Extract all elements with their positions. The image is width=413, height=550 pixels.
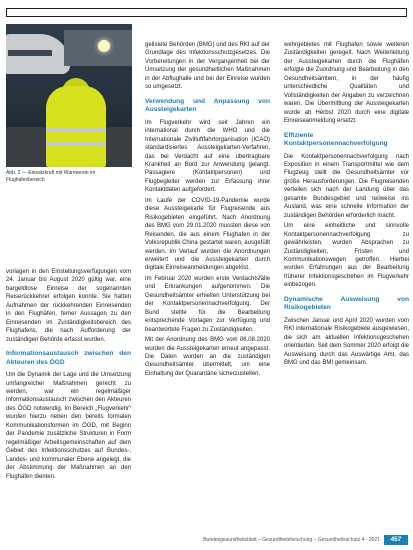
figure-caption: Abb. 2 — Einsatzkraft mit Warnweste im Flughafenbereich [6,170,96,183]
airplane-shape [6,34,70,74]
paragraph: wehrgebietes mit Flughafen sowie weiteren Zuständigkeiten geregelt. Nach Weiterleitung der Aussteigekarten durch die Flughäfen erfolgte die Zuordnung und Bearbeitung in den Gesundheitsämtern, in der häufig unterschiedliche Qualitäten und Vollständigkeiten der Angaben zu verzeichnen waren. Die Übermittlung der Aussteigekarten wurde ab Herbst 2020 durch eine digitale Einreiseanmeldung ersetzt. [284,42,409,125]
paragraph: Mit der Anordnung des BMG vom 06.08.2020 wurden die Aussteigekarten erneut angepasst. Die Daten wurden an die zuständigen Gesundheitsämter übermittelt, um eine Einhaltung der Quarantäne sicherzustellen. [145,337,270,377]
paragraph: Um eine einheitliche und sinnvolle Kontaktpersonennachverfolgung zu gewährleisten, wurden Absprachen zu Zuständigkeiten, Fristen und Kommunikationswegen getroffen. Hierbei wurden Erfahrungen aus der Bearbeitung früherer Infektionsgeschehen im Flugverkehr einbezogen. [284,223,409,289]
paragraph: Die Kontaktpersonennachverfolgung nach Exposition in einem Transportmittel wie dem Flugzeug stellt die Gesundheitsämter vor große Herausforderungen. Die Flugreisenden verteilen sich nach der Landung über das gesamte Bundesgebiet und teilweise ins Ausland, was eine schnelle Information der zuständigen Behörden erforderlich macht. [284,153,409,219]
jacket-shape [46,86,106,167]
photo-figure [6,24,132,167]
paragraph: Im Flugverkehr wird seit Jahren ein international durch die WHO und die Internationale Zivilluftfahrtorganisation (ICAO) standardisiertes Aussteigekarten-Verfahren, das bei Verdacht auf eine übertragbare Krankheit an Bord zur Anwendung gelangt. Passagiere (Kontaktpersonen) und Flugbegleiter werden zur Erfassung ihrer Kontaktdaten aufgefordert. [145,119,270,194]
column-1 [6,268,131,483]
light-glow [98,40,110,52]
page-number: 457 [384,535,408,545]
paragraph: vorlagen in den Einstellungsverfügungen vom 24. Januar bis August 2020 gültig war, eine bargeldlose Einreise der sogenannten Reiserückkehrer erfolgen konnte. Sie hatten Aufnahmen der rückkehrenden Einreisenden in den Flughäfen, ferner Aussagen zu den Einreisenden im Zuständigkeitsbereich des Flughafens, die nach Aufforderung der zuständigen Behörde erfasst wurden. [6,269,131,343]
reflective-stripe [46,142,106,146]
section-heading: Effiziente Kontaktpersonennachverfolgung [284,131,388,148]
paragraph: gelistete Behörden (BMG) und des RKI auf der Grundlage des Infektionsschutzgesetzes. Die Vorbereitungen in der Vergangenheit bei der Umsetzung der gesundheitlichen Maßnahmen in der Abflughalle und bei der Einreise wurden so umgesetzt. [145,42,270,91]
column-3 [284,41,409,370]
column-2 [145,41,270,380]
journal-footer: Bundesgesundheitsblatt – Gesundheitsforschung – Gesundheitsschutz 4 · 2021 [203,537,380,543]
section-heading: Dynamische Ausweisung von Risikogebieten [284,295,409,312]
paragraph: Zwischen Januar und April 2020 wurden vom RKI internationale Risikogebiete ausgewiesen, die sich am aktuellen Infektionsgeschehen orientierten. Seit dem Sommer 2020 erfolgt die Ausweisung durch das Auswärtige Amt, das BMG und das BMI gemeinsam. [284,317,409,367]
section-heading: Informationsaustausch zwischen den Akteuren des ÖGD [6,350,131,366]
header-bar [6,8,407,17]
paragraph: Im Februar 2020 wurden erste Verdachtsfälle und Erkrankungen aufgenommen. Die Gesundheitsämter erhielten Unterstützung bei der Kontaktpersonennachverfolgung. Der Bund stellte für die Bearbeitung entsprechende Vorlagen zur Verfügung und beantwortete Fragen zu Zuständigkeiten. [145,275,270,333]
section-heading: Verwendung und Anpassung von Aussteigekarten [145,97,270,114]
reflective-stripe [46,128,106,132]
paragraph: Um die Dynamik der Lage und die Umsetzung umfangreicher Maßnahmen gerecht zu werden, war ein regelmäßiger Informationsaustausch zwischen den Akteuren des ÖGD notwendig. Im Bereich „Flugverkehr“ wurden hierzu neben den bereits formalen Kommunikationsformen im ÖGD, mit Beginn der Pandemie zusätzliche Strukturen in Form regelmäßiger Arbeitsgemeinschaften auf dem Gebiet des Infektionsschutzes auf Bundes-, Landes- und kommunaler Ebene angelegt, die der Abstimmung der Maßnahmen an den Flughäfen dienten. [6,372,131,480]
paragraph: Im Laufe der COVID-19-Pandemie wurde diese Aussteigekarte für Flugreisende aus Risikogebieten eingeführt. Nach Anordnung des BMG vom 29.01.2020 mussten diese von Reisenden, die aus einem Flughafen in der Volksrepublik China gestartet waren, ausgefüllt werden. Im Verlauf wurden die Anordnungen erweitert und die Aussteigekarten durch digitale Einreiseanmeldungen abgelöst. [145,197,270,272]
